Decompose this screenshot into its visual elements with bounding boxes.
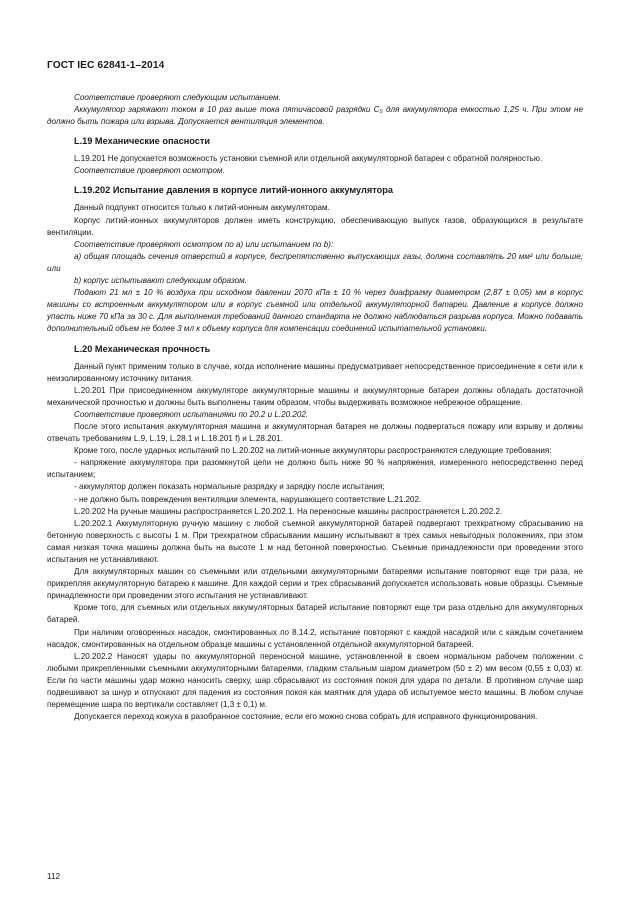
paragraph: Соответствие проверяют осмотром. (74, 166, 225, 176)
section-heading: L.20 Механическая прочность (74, 343, 211, 354)
paragraph: Для аккумуляторных машин со съемными или отдельными аккумуляторными батареями испытание повторяют еще три раза, не прикрепляя аккумуляторную батарею к машине. Для каждой серии и трех сбрасываний допускается использовать новые образцы. Съемные принадлежности при проведении этого испытания не устанавливают. (47, 567, 583, 601)
paragraph: Корпус литий-ионных аккумуляторов должен иметь конструкцию, обеспечивающую выпуск газов, образующихся в результате вентиляции. (47, 215, 583, 237)
document-body (47, 92, 583, 723)
paragraph: При наличии оговоренных насадок, смонтированных по 8.14.2, испытание повторяют с каждой насадкой или с каждым сочетанием насадок, смонтированных на отдельном образце машины с установленной отдельной аккумуляторной батареей. (47, 627, 583, 649)
paragraph: Соответствие проверяют осмотром по a) или испытанием по b): (74, 239, 334, 249)
paragraph: Кроме того, для съемных или отдельных аккумуляторных батарей испытание повторяют еще три раза отдельно для аккумуляторных батарей. (47, 603, 583, 625)
section-heading: L.19.202 Испытание давления в корпусе литий-ионного аккумулятора (74, 185, 393, 196)
paragraph: После этого испытания аккумуляторная машина и аккумуляторная батарея не должны подвергаться пожару или взрыву и должны отвечать требованиям L.9, L.19, L.28.1 и L.18.201 f) и L.28.201. (47, 421, 583, 444)
paragraph: Подают 21 мл ± 10 % воздуха при исходном давлении 2070 кПа ± 10 % через диафрагму диаметром (2,87 ± 0,05) мм в корпус машины со встроенным аккумулятором или в корпус съемной или отдельной аккумуляторной батареи. Давление в корпусе должно упасть ниже 70 кПа за 30 с. Для выполнения требований данного стандарта не должно наблюдаться разрыва корпуса. Можно подавать дополнительный объем не более 3 мл к объему корпуса для компенсации соединений испытательной установки. (47, 288, 583, 334)
paragraph: Данный пункт применим только в случае, когда исполнение машины предусматривает непосредственное присоединение к сети или к неизолированному источнику питания. (47, 361, 583, 383)
paragraph: L.20.202.2 Наносят удары по аккумуляторной переносной машине, установленной в своем нормальном рабочем положении с любыми прикрепленными съемными аккумуляторными батареями, гладким стальным шаром диаметром (50 ± 2) мм весом (0,55 ± 0,03) кг. Если по части машины удар можно наносить сверху, шар сбрасывают из состояния покоя для удара по детали. В противном случае шар подвешивают за шнур и отпускают для падения из состояния покоя как маятник для удара об испытуемое место машины. В любом случае перемещение шара по вертикали составляет (1,3 ± 0,1) м. (47, 651, 583, 710)
paragraph: L.19.201 Не допускается возможность установки съемной или отдельной аккумуляторной батареи с обратной полярностью. (74, 154, 543, 164)
document-header: ГОСТ IEC 62841-1–2014 (47, 60, 165, 71)
list-item: - напряжение аккумулятора при разомкнутой цепи не должно быть ниже 90 % напряжения, измеренного непосредственно перед испытанием; (47, 458, 583, 480)
paragraph: b) корпус испытывают следующим образом. (74, 276, 247, 286)
page-number: 112 (47, 872, 61, 881)
paragraph: Аккумулятор заряжают током в 10 раз выше тока пятичасовой разрядки C₅ для аккумулятора емкостью 1,25 ч. При этом не должно быть пожара или взрыва. Допускается вентиляция элементов. (47, 105, 583, 127)
paragraph: L.20.202 На ручные машины распространяется L.20.202.1. На переносные машины распространяется L.20.202.2. (74, 506, 503, 516)
section-heading: L.19 Механические опасности (74, 136, 211, 147)
list-item: - не должно быть повреждения вентиляции элемента, нарушающего соответствие L.21.202. (74, 494, 422, 504)
paragraph: Допускается переход кожуха в разобранное состояние, если его можно снова собрать для исправного функционирования. (74, 712, 538, 722)
paragraph: Кроме того, после ударных испытаний по L.20.202 на литий-ионные аккумуляторы распространяются следующие требования: (74, 446, 552, 456)
paragraph: a) общая площадь сечения отверстий в корпусе, беспрепятственно выпускающих газы, должна составлять 20 мм² или больше; или (47, 251, 583, 273)
paragraph: Соответствие проверяют испытаниями по 20.2 и L.20.202. (74, 409, 309, 419)
paragraph: Соответствие проверяют следующим испытанием. (74, 93, 281, 102)
paragraph: L.20.201 При присоединенном аккумуляторе аккумуляторные машины и аккумуляторные батареи должны обладать достаточной механической прочностью и должны быть выполнены таким образом, чтобы выдерживать возможное небрежное обращение. (47, 385, 583, 407)
paragraph: L.20.202.1 Аккумуляторную ручную машину с любой съемной аккумуляторной батарей подвергают трехкратному сбрасыванию на бетонную поверхность с высоты 1 м. При трехкратном сбрасывании машину испытывают в трех самых невыгодных положениях, при этом самая низкая точка машины должна быть на высоте 1 м над бетонной поверхностью. Съемные принадлежности при проведении этого испытания не устанавливают. (47, 518, 583, 564)
paragraph: Данный подпункт относится только к литий-ионным аккумуляторам. (74, 203, 330, 213)
list-item: - аккумулятор должен показать нормальные разрядку и зарядку после испытания; (74, 482, 385, 492)
